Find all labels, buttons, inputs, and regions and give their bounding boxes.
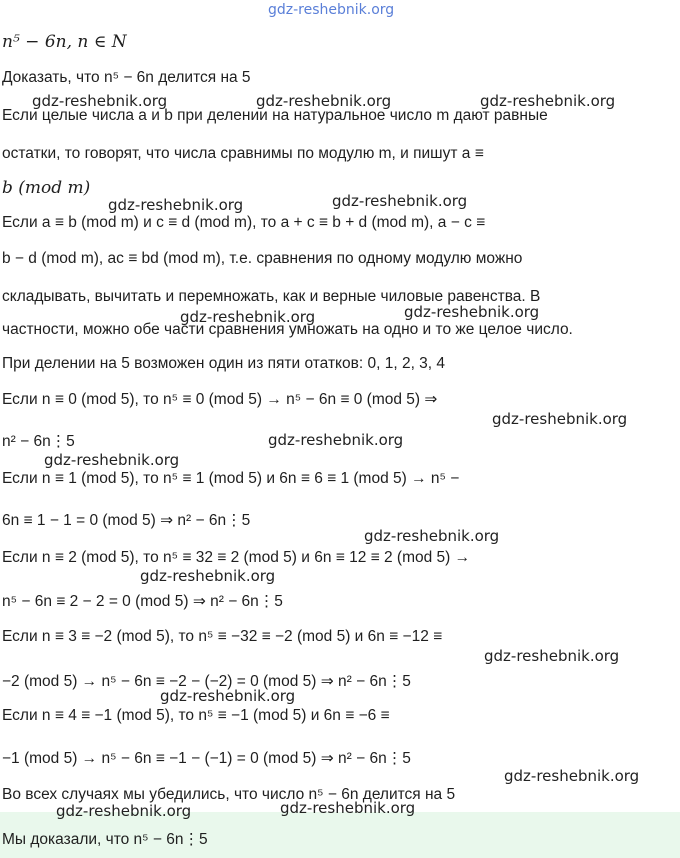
case-3-result: −2 (mod 5) → n⁵ − 6n ≡ −2 − (−2) = 0 (mod 5) ⇒ n² − 6n⋮5 [2,673,411,690]
case-0-result: n² − 6n⋮5 [2,433,75,450]
watermark: gdz-reshebnik.org [140,567,276,585]
summary-line: Во всех случаях мы убедились, что число n⁵ − 6n делится на 5 [2,786,456,803]
case-2-result: n⁵ − 6n ≡ 2 − 2 = 0 (mod 5) ⇒ n² − 6n⋮5 [2,593,283,610]
watermark: gdz-reshebnik.org [480,92,616,110]
watermark: gdz-reshebnik.org [280,799,416,817]
case-1-line: Если n ≡ 1 (mod 5), то n⁵ ≡ 1 (mod 5) и 6n ≡ 6 ≡ 1 (mod 5) → n⁵ − [2,470,460,487]
theory-line: b − d (mod m), ac ≡ bd (mod m), т.е. сравнения по одному модулю можно [2,250,523,267]
theory-line: частности, можно обе части сравнения умножать на одно и то же целое число. [2,321,573,338]
watermark: gdz-reshebnik.org [364,527,500,545]
watermark: gdz-reshebnik.org [32,92,168,110]
watermark: gdz-reshebnik.org [256,92,392,110]
watermark: gdz-reshebnik.org [484,647,620,665]
case-1-result: 6n ≡ 1 − 1 = 0 (mod 5) ⇒ n² − 6n⋮5 [2,512,251,529]
watermark: gdz-reshebnik.org [492,410,628,428]
conclusion-text: Мы доказали, что n⁵ − 6n⋮5 [2,831,208,848]
theory-line: Если a ≡ b (mod m) и c ≡ d (mod m), то a + c ≡ b + d (mod m), a − c ≡ [2,214,486,231]
problem-statement: n⁵ − 6n, n ∈ N [2,32,127,52]
theory-line: Если целые числа a и b при делении на натуральное число m дают равные [2,107,548,124]
watermark: gdz-reshebnik.org [504,767,640,785]
remainders-line: При делении на 5 возможен один из пяти отатков: 0, 1, 2, 3, 4 [2,355,446,372]
task-line: Доказать, что n⁵ − 6n делится на 5 [2,69,251,86]
watermark: gdz-reshebnik.org [180,308,316,326]
watermark: gdz-reshebnik.org [44,451,180,469]
case-3-line: Если n ≡ 3 ≡ −2 (mod 5), то n⁵ ≡ −32 ≡ −2 (mod 5) и 6n ≡ −12 ≡ [2,628,443,645]
watermark: gdz-reshebnik.org [108,196,244,214]
watermark: gdz-reshebnik.org [404,303,540,321]
case-4-line: Если n ≡ 4 ≡ −1 (mod 5), то n⁵ ≡ −1 (mod 5) и 6n ≡ −6 ≡ [2,707,390,724]
watermark: gdz-reshebnik.org [332,192,468,210]
theory-line: b (mod m) [2,178,91,198]
theory-line: остатки, то говорят, что числа сравнимы по модулю m, и пишут a ≡ [2,145,484,162]
watermark: gdz-reshebnik.org [56,802,192,820]
watermark: gdz-reshebnik.org [268,431,404,449]
watermark: gdz-reshebnik.org [160,687,296,705]
case-0-line: Если n ≡ 0 (mod 5), то n⁵ ≡ 0 (mod 5) → n⁵ − 6n ≡ 0 (mod 5) ⇒ [2,391,438,408]
case-2-line: Если n ≡ 2 (mod 5), то n⁵ ≡ 32 ≡ 2 (mod 5) и 6n ≡ 12 ≡ 2 (mod 5) → [2,549,471,566]
theory-line: складывать, вычитать и перемножать, как и верные чиловые равенства. В [2,288,541,305]
watermark-top[interactable]: gdz-reshebnik.org [268,2,395,18]
case-4-result: −1 (mod 5) → n⁵ − 6n ≡ −1 − (−1) = 0 (mod 5) ⇒ n² − 6n⋮5 [2,750,411,767]
